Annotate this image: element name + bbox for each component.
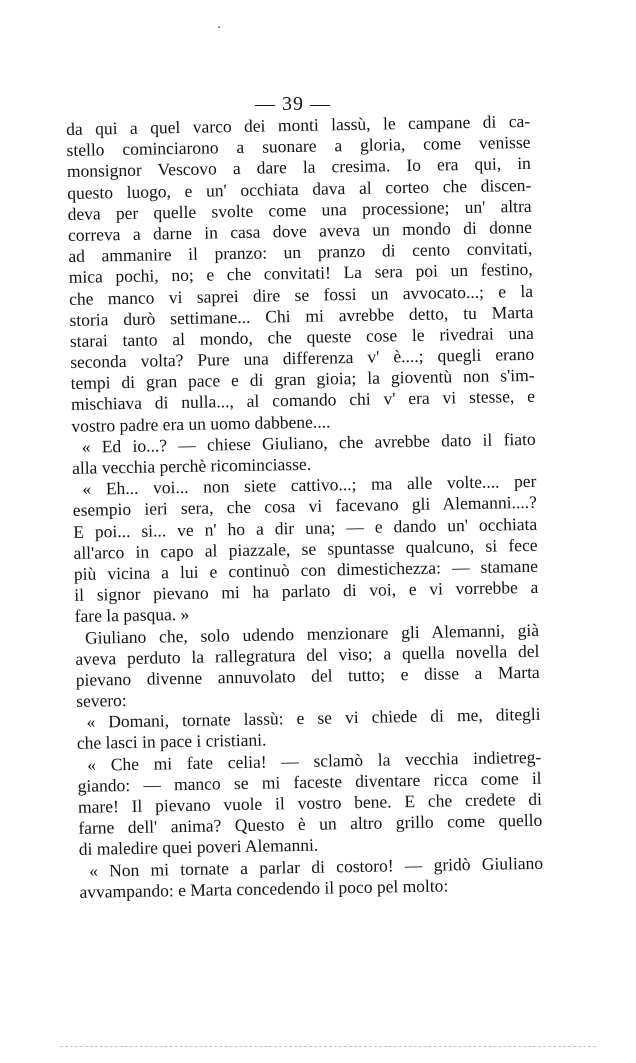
text-line: seconda volta? Pure una differenza v' è....; quegli erano	[70, 343, 535, 373]
text-line: di maledire quei poveri Alemanni.	[78, 835, 319, 860]
page-number: — 39 —	[255, 93, 331, 115]
text-line: esempio ieri sera, che cosa vi facevano gli Alemanni....?	[72, 492, 537, 521]
text-line: vostro padre era un uomo dabbene....	[71, 411, 331, 436]
text-line: storia durò settimane... Chi mi avrebbe detto, tu Marta	[69, 301, 534, 330]
text-line: « Non mi tornate a parlar di costoro! — gridò Giuliano	[88, 852, 544, 881]
body-text	[66, 111, 544, 903]
text-line: deva per quelle svolte come una processione; un' altra	[67, 195, 532, 224]
text-line: severo:	[75, 690, 127, 711]
text-line: mischiava di nulla..., al comando chi v' era vi stesse, e	[70, 386, 536, 415]
text-line: all'arco in capo al piazzale, se spuntasse qualcuno, si fece	[73, 534, 538, 563]
text-line: mare! Il pievano vuole il vostro bene. E che credete di	[77, 788, 543, 817]
text-line: giando: — manco se mi faceste diventare ricca come il	[77, 767, 542, 796]
text-line: E poi... si... ve n' ho a dir una; — e dando un' occhiata	[73, 513, 538, 542]
text-line: « Eh... voi... non siete cattivo...; ma alle volte.... per	[82, 471, 537, 499]
text-line: « Che mi fate celia! — sclamò la vecchia indietreg-	[87, 746, 542, 775]
text-line: starai tanto al mondo, che queste cose le rivedrai una	[69, 322, 534, 351]
text-line: stello cominciarono a suonare a gloria, come venisse	[66, 132, 531, 161]
scan-speck	[218, 26, 220, 28]
text-line: il signor pievano mi ha parlato di voi, e vi vorrebbe a	[74, 576, 539, 606]
text-line: che lasci in pace i cristiani.	[76, 730, 267, 754]
text-line: aveva perduto la rallegratura del viso; a quella novella del	[75, 640, 540, 669]
text-line: monsignor Vescovo a dare la cresima. Io era qui, in	[66, 153, 532, 182]
text-line: mica pochi, no; e che convitati! La sera poi un festino,	[68, 259, 533, 288]
text-line: da qui a quel varco dei monti lassù, le campane di ca-	[66, 110, 531, 139]
text-line: correva a darne in casa dove aveva un mondo di donne	[67, 216, 533, 245]
text-line: più vicina a lui e continuò con dimestichezza: — stamane	[73, 555, 539, 584]
text-line: farne dell' anima? Questo è un altro grillo come quello	[78, 809, 543, 839]
text-line: Giuliano che, solo udendo menzionare gli Alemanni, già	[84, 619, 540, 648]
text-line: alla vecchia perchè ricominciasse.	[71, 453, 312, 478]
text-line: « Domani, tornate lassù: e se vi chiede di me, ditegli	[86, 704, 541, 732]
text-line: avvampando: e Marta concedendo il poco pel molto:	[79, 875, 449, 902]
text-line: ad ammanire il pranzo: un pranzo di cento convitati,	[68, 238, 533, 267]
text-line: fare la pasqua. »	[74, 604, 190, 627]
text-line: « Ed io...? — chiese Giuliano, che avrebbe dato il fiato	[81, 428, 536, 457]
text-line: tempi di gran pace e di gran gioia; la gioventù non s'im-	[70, 365, 535, 394]
text-line: pievano divenne annuvolato del tutto; e disse a Marta	[75, 661, 540, 690]
text-line: che manco vi saprei dire se fossi un avvocato...; e la	[68, 280, 534, 309]
text-line: questo luogo, e un' occhiata dava al corteo che discen-	[67, 174, 532, 203]
scan-edge	[60, 1046, 596, 1053]
